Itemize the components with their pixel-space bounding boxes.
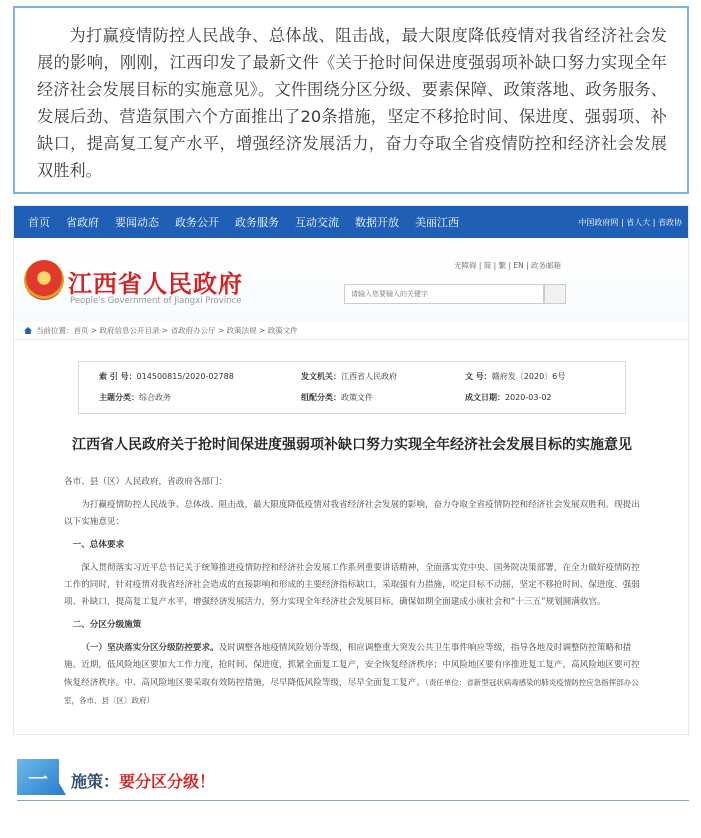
section-heading-2: 二、分区分级施策 bbox=[72, 620, 142, 630]
breadcrumb-label: 当前位置： bbox=[36, 326, 74, 335]
intro-paragraph: 为打赢疫情防控人民战争、总体战、阻击战，最大限度降低疫情对我省经济社会发展的影响，刚刚，江西印发了最新文件《关于抢时间保进度强弱项补缺口努力实现全年经济社会发展目标的实施意见》。文件围绕分区分级、要素保障、政策落地、政务服务、发展后劲、营造氛围六个方面推出了20条措施，坚定不移抢时间、保进度、强弱项、补缺口，提高复工复产水平，增强经济发展活力，奋力夺取全省疫情防控和经济社会发展双胜利。 bbox=[37, 26, 667, 180]
document-title: 江西省人民政府关于抢时间保进度强弱项补缺口努力实现全年经济社会发展目标的实施意见 bbox=[72, 437, 632, 453]
paragraph-1: 为打赢疫情防控人民战争、总体战、阻击战，最大限度降低疫情对我省经济社会发展的影响，奋力夺取全省疫情防控和经济社会发展双胜利。现提出以下实施意见： bbox=[64, 500, 640, 527]
paragraph-2: 深入贯彻落实习近平总书记关于统筹推进疫情防控和经济社会发展工作系列重要讲话精神，全面落实党中央、国务院决策部署，在全力做好疫情防控工作的同时，针对疫情对我省经济社会造成的直接影响和形成的主要经济指标缺口，采取强有力措施，咬定目标不动摇，坚定不移抢时间、保进度、强弱项、补缺口，提高复工复产水平，增强经济发展活力，努力实现全年经济社会发展目标，确保如期全面建成小康社会和“十三五”规划圆满收官。 bbox=[64, 563, 640, 607]
paragraph-3-lead: （一）坚决落实分区分级防控要求。 bbox=[81, 643, 219, 653]
paragraph-3-note: （责任单位：省新型冠状病毒感染的肺炎疫情防控应急指挥部办公室，各市、县〔区〕政府） bbox=[64, 678, 639, 705]
document-meta-table bbox=[78, 361, 626, 414]
nav-item-home[interactable]: 首页 bbox=[28, 216, 50, 229]
meta-index: 索 引 号：014500815/2020-02788 bbox=[99, 372, 234, 381]
nav-item-gov-affairs[interactable]: 政务公开 bbox=[175, 216, 219, 229]
document-body bbox=[64, 474, 644, 716]
nav-item-news[interactable]: 要闻动态 bbox=[115, 216, 159, 229]
site-header bbox=[14, 238, 688, 322]
section-highlight: 要分区分级！ bbox=[119, 772, 216, 791]
nav-item-beautiful-jiangxi[interactable]: 美丽江西 bbox=[415, 216, 459, 229]
site-title[interactable]: 江西省人民政府 bbox=[68, 270, 243, 298]
section-label: 施策：要分区分级！ bbox=[71, 772, 216, 791]
search-button[interactable] bbox=[544, 284, 566, 304]
nav-item-open-data[interactable]: 数据开放 bbox=[355, 216, 399, 229]
search-input[interactable] bbox=[344, 284, 544, 304]
meta-date: 成文日期：2020-03-02 bbox=[465, 393, 552, 402]
section-number-badge: 一 bbox=[17, 759, 59, 795]
meta-category: 组配分类：政策文件 bbox=[301, 393, 373, 402]
site-subtitle: People's Government of Jiangxi Province bbox=[70, 296, 242, 306]
nav-item-interaction[interactable]: 互动交流 bbox=[295, 216, 339, 229]
external-links[interactable]: 中国政府网 | 省人大 | 省政协 bbox=[578, 217, 682, 227]
nav-item-provincial-gov[interactable]: 省政府 bbox=[66, 216, 99, 229]
meta-issuer: 发文机关：江西省人民政府 bbox=[301, 372, 397, 381]
accessibility-links[interactable]: 无障碍 | 简 | 繁 | EN | 政务邮箱 bbox=[454, 261, 562, 270]
top-nav bbox=[14, 206, 688, 238]
website-screenshot bbox=[13, 205, 689, 735]
breadcrumb-path[interactable]: 首页 > 政府信息公开目录 > 省政府办公厅 > 政策法规 > 政策文件 bbox=[73, 326, 298, 335]
nav-item-gov-services[interactable]: 政务服务 bbox=[235, 216, 279, 229]
paragraph-3-text: 及时调整各地疫情风险划分等级，相应调整重大突发公共卫生事件响应等级，指导各地及时调整防控策略和措施。近期，低风险地区要加大工作力度，抢时间、保进度，抓紧全面复工复产，安全恢复经济秩序；中风险地区要有序推进复工复产，高风险地区要可控恢复经济秩序。中、高风险地区要采取有效防控措施，尽早降低风险等级，尽早全面复工复产。 bbox=[64, 643, 640, 688]
intro-box bbox=[13, 6, 689, 194]
section-heading-1: 一、总体要求 bbox=[72, 540, 125, 550]
home-icon bbox=[24, 327, 32, 334]
meta-topic: 主题分类：综合政务 bbox=[99, 393, 171, 402]
meta-docno: 文 号：赣府发〔2020〕6号 bbox=[465, 372, 566, 381]
paragraph-3 bbox=[64, 640, 644, 710]
national-emblem-icon bbox=[24, 260, 64, 300]
breadcrumb bbox=[14, 322, 688, 340]
section-heading-bar bbox=[17, 759, 689, 801]
addressee: 各市、县（区）人民政府，省政府各部门： bbox=[64, 477, 228, 487]
